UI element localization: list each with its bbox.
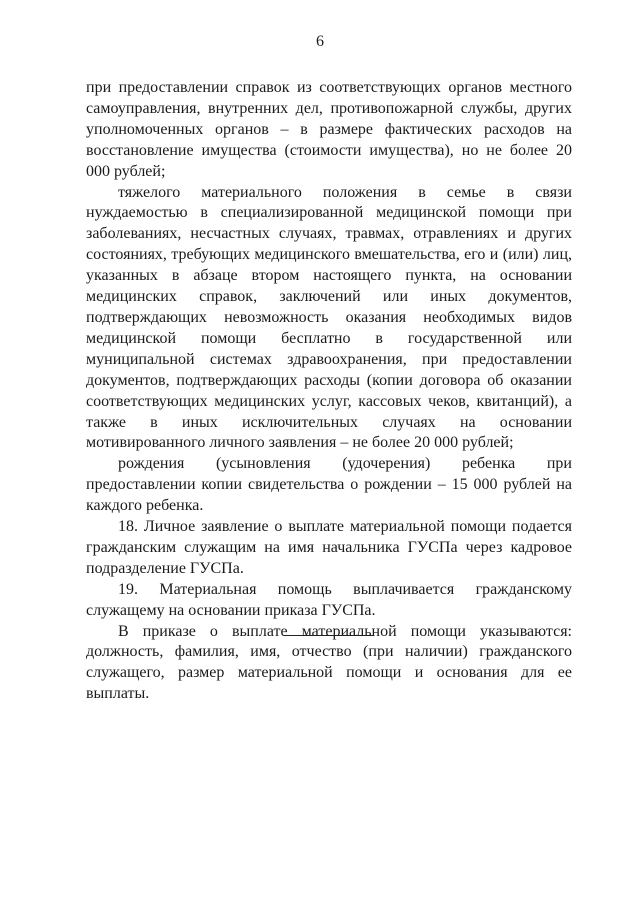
paragraph: В приказе о выплате материальной помощи указываются: должность, фамилия, имя, отчество (при наличии) гражданского служащего, размер материальной помощи и основания для ее выплаты.: [86, 622, 572, 703]
paragraph: тяжелого материального положения в семье в связи нуждаемостью в специализированной медицинской помощи при заболеваниях, несчастных случаях, травмах, отравлениях и других состояниях, требующих медицинского вмешательства, его и (или) лиц, указанных в абзаце втором настоящего пункта, на основании медицинских справок, заключений или иных документов, подтверждающих невозможность оказания необходимых видов медицинской помощи бесплатно в государственной или муниципальной системах здравоохранения, при предоставлении документов, подтверждающих расходы (копии договора об оказании соответствующих медицинских услуг, кассовых чеков, квитанций), а также в иных исключительных случаях на основании мотивированного личного заявления – не более 20 000 рублей;: [86, 183, 572, 452]
paragraph: 18. Личное заявление о выплате материальной помощи подается гражданским служащим на имя начальника ГУСПа через кадровое подразделение ГУСПа.: [86, 518, 572, 577]
paragraph: рождения (усыновления (удочерения) ребенка при предоставлении копии свидетельства о рождении – 15 000 рублей на каждого ребенка.: [86, 455, 572, 515]
paragraph: 19. Материальная помощь выплачивается гражданскому служащему на основании приказа ГУСПа.: [86, 580, 572, 619]
paragraph-continued: при предоставлении справок из соответствующих органов местного самоуправления, внутренних дел, противопожарной службы, других уполномоченных органов – в размере фактических расходов на восстановление имущества (стоимости имущества), но не более 20 000 рублей;: [86, 79, 572, 180]
page-number: 6: [316, 33, 324, 50]
document-body: [86, 78, 572, 705]
end-divider-line: [284, 635, 374, 636]
